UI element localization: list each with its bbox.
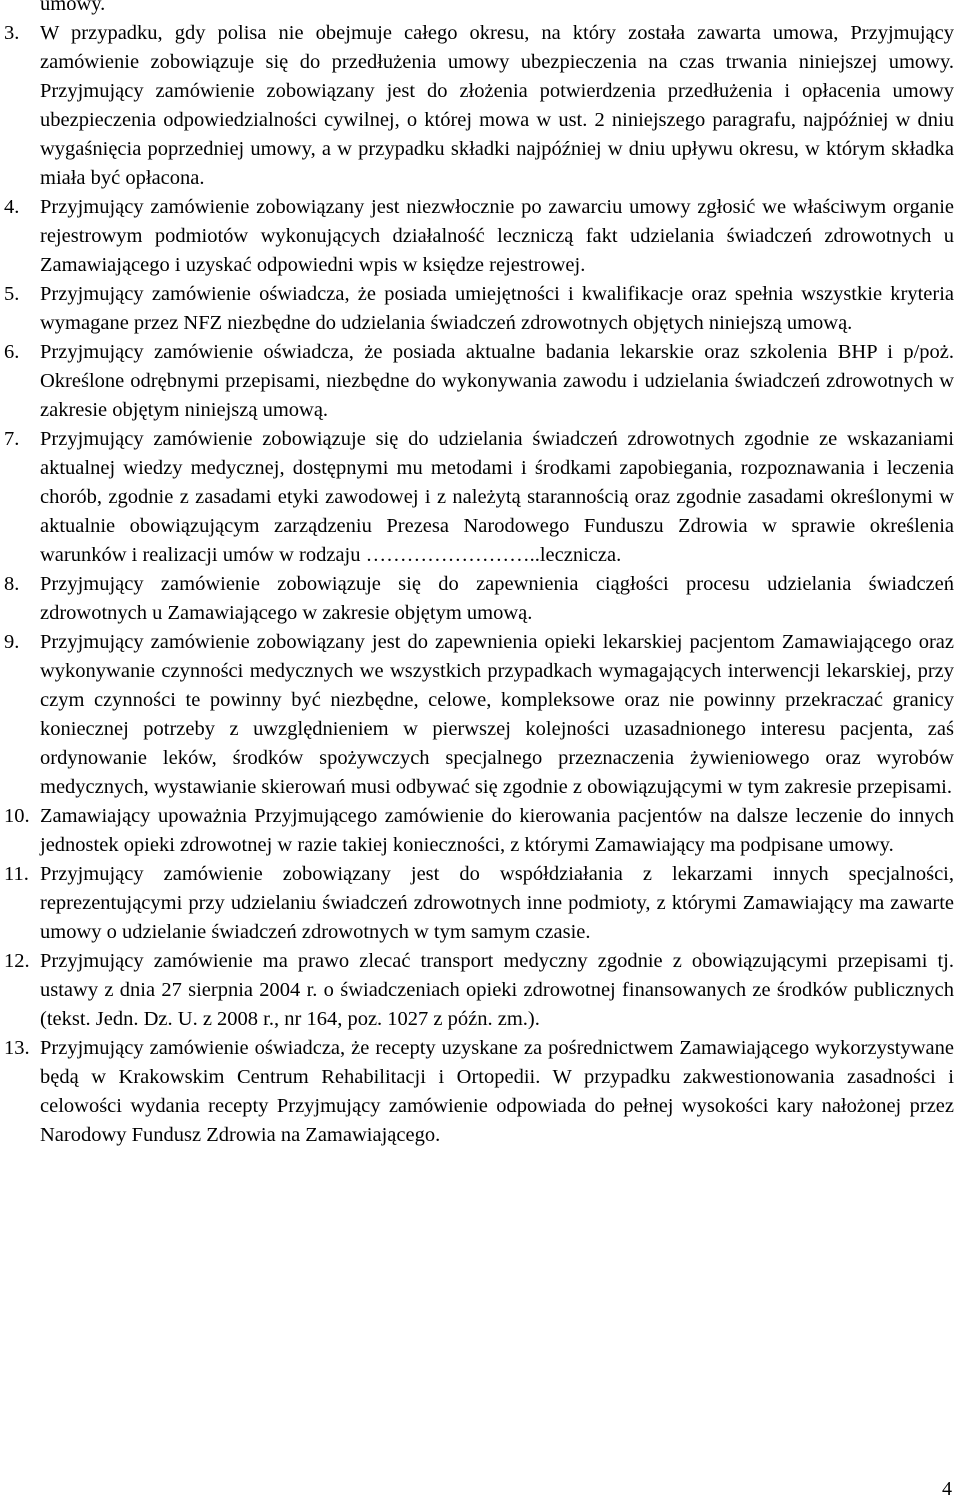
list-item-8 [0,570,954,628]
list-item-4 [0,193,954,280]
item-number: 11. [4,863,29,885]
item-number: 12. [4,950,30,972]
list-item-3 [0,19,954,193]
item-text: Przyjmujący zamówienie oświadcza, że recepty uzyskane za pośrednictwem Zamawiającego wykorzystywane będą w Krakowskim Centrum Rehabilitacji i Ortopedii. W przypadku zakwestionowania zasadności i celowości wydania recepty Przyjmujący zamówienie odpowiada do pełnej wysokości kary nałożonej przez Narodowy Fundusz Zdrowia na Zamawiającego. [40,1037,954,1146]
list-item-10 [0,802,954,860]
item-text: Przyjmujący zamówienie oświadcza, że posiada aktualne badania lekarskie oraz szkolenia BHP i p/poż. Określone odrębnymi przepisami, niezbędne do wykonywania zawodu i udzielania świadczeń zdrowotnych w zakresie objętym niniejszą umową. [40,341,954,421]
item-text: Przyjmujący zamówienie oświadcza, że posiada umiejętności i kwalifikacje oraz spełnia wszystkie kryteria wymagane przez NFZ niezbędne do udzielania świadczeń zdrowotnych objętych niniejszą umową. [40,283,954,334]
item-number: 4. [4,196,20,218]
item-text: Przyjmujący zamówienie zobowiązuje się do zapewnienia ciągłości procesu udzielania świadczeń zdrowotnych u Zamawiającego w zakresie objętym umową. [40,573,954,624]
item-number: 5. [4,283,20,305]
item-number: 9. [4,631,20,653]
item-text: Przyjmujący zamówienie zobowiązuje się do udzielania świadczeń zdrowotnych zgodnie ze wskazaniami aktualnej wiedzy medycznej, dostępnymi mu metodami i środkami zapobiegania, rozpoznawania i leczenia chorób, zgodnie z zasadami etyki zawodowej i z należytą starannością oraz zgodnie zasadami określonymi w aktualnie obowiązującym zarządzeniu Prezesa Narodowego Funduszu Zdrowia w sprawie określenia warunków i realizacji umów w rodzaju ……………………..lecznicza. [40,428,954,566]
list-item-5 [0,280,954,338]
item-number: 13. [4,1037,30,1059]
item-text: W przypadku, gdy polisa nie obejmuje całego okresu, na który została zawarta umowa, Przyjmujący zamówienie zobowiązuje się do przedłużenia umowy ubezpieczenia na czas trwania niniejszej umowy. Przyjmujący zamówienie zobowiązany jest do złożenia potwierdzenia przedłużenia i opłacenia umowy ubezpieczenia odpowiedzialności cywilnej, o której mowa w ust. 2 niniejszego paragrafu, najpóźniej w dniu wygaśnięcia poprzedniej umowy, a w przypadku składki najpóźniej w dniu upływu okresu, w którym składka miała być opłacona. [40,22,954,189]
item-number: 6. [4,341,20,363]
item-text: Przyjmujący zamówienie zobowiązany jest do zapewnienia opieki lekarskiej pacjentom Zamawiającego oraz wykonywanie czynności medycznych we wszystkich przypadkach wymagających interwencji lekarskiej, przy czym czynności te powinny być niezbędne, celowe, kompleksowe oraz nie powinny przekraczać granicy koniecznej potrzeby z uwzględnieniem w pierwszej kolejności uzasadnionego interesu pacjenta, zaś ordynowanie leków, środków spożywczych specjalnego przeznaczenia żywieniowego oraz wyrobów medycznych, wystawianie skierowań musi odbywać się zgodnie z obowiązującymi w tym zakresie przepisami. [40,631,954,798]
item-number: 7. [4,428,20,450]
list-item-7 [0,425,954,570]
item-number: 10. [4,805,30,827]
list-item-9 [0,628,954,802]
item-text: Przyjmujący zamówienie ma prawo zlecać transport medyczny zgodnie z obowiązującymi przepisami tj. ustawy z dnia 27 sierpnia 2004 r. o świadczeniach opieki zdrowotnej finansowanych ze środków publicznych (tekst. Jedn. Dz. U. z 2008 r., nr 164, poz. 1027 z późn. zm.). [40,950,954,1030]
item-text: Przyjmujący zamówienie zobowiązany jest do współdziałania z lekarzami innych specjalności, reprezentującymi przy udzielaniu świadczeń zdrowotnych inne podmioty, z którymi Zamawiający ma zawarte umowy o udzielanie świadczeń zdrowotnych w tym samym czasie. [40,863,954,943]
continuation-line: umowy. [40,0,106,15]
item-number: 3. [4,22,20,44]
item-number: 8. [4,573,20,595]
list-item-11 [0,860,954,947]
item-text: Zamawiający upoważnia Przyjmującego zamówienie do kierowania pacjentów na dalsze leczenie do innych jednostek opieki zdrowotnej w razie takiej konieczności, z którymi Zamawiający ma podpisane umowy. [40,805,954,856]
list-item-13 [0,1034,954,1150]
list-item-12 [0,947,954,1034]
page-number: 4 [942,1478,952,1500]
item-text: Przyjmujący zamówienie zobowiązany jest niezwłocznie po zawarciu umowy zgłosić we właściwym organie rejestrowym podmiotów wykonujących działalność leczniczą fakt udzielania świadczeń zdrowotnych u Zamawiającego i uzyskać odpowiedni wpis w księdze rejestrowej. [40,196,954,276]
list-item-6 [0,338,954,425]
